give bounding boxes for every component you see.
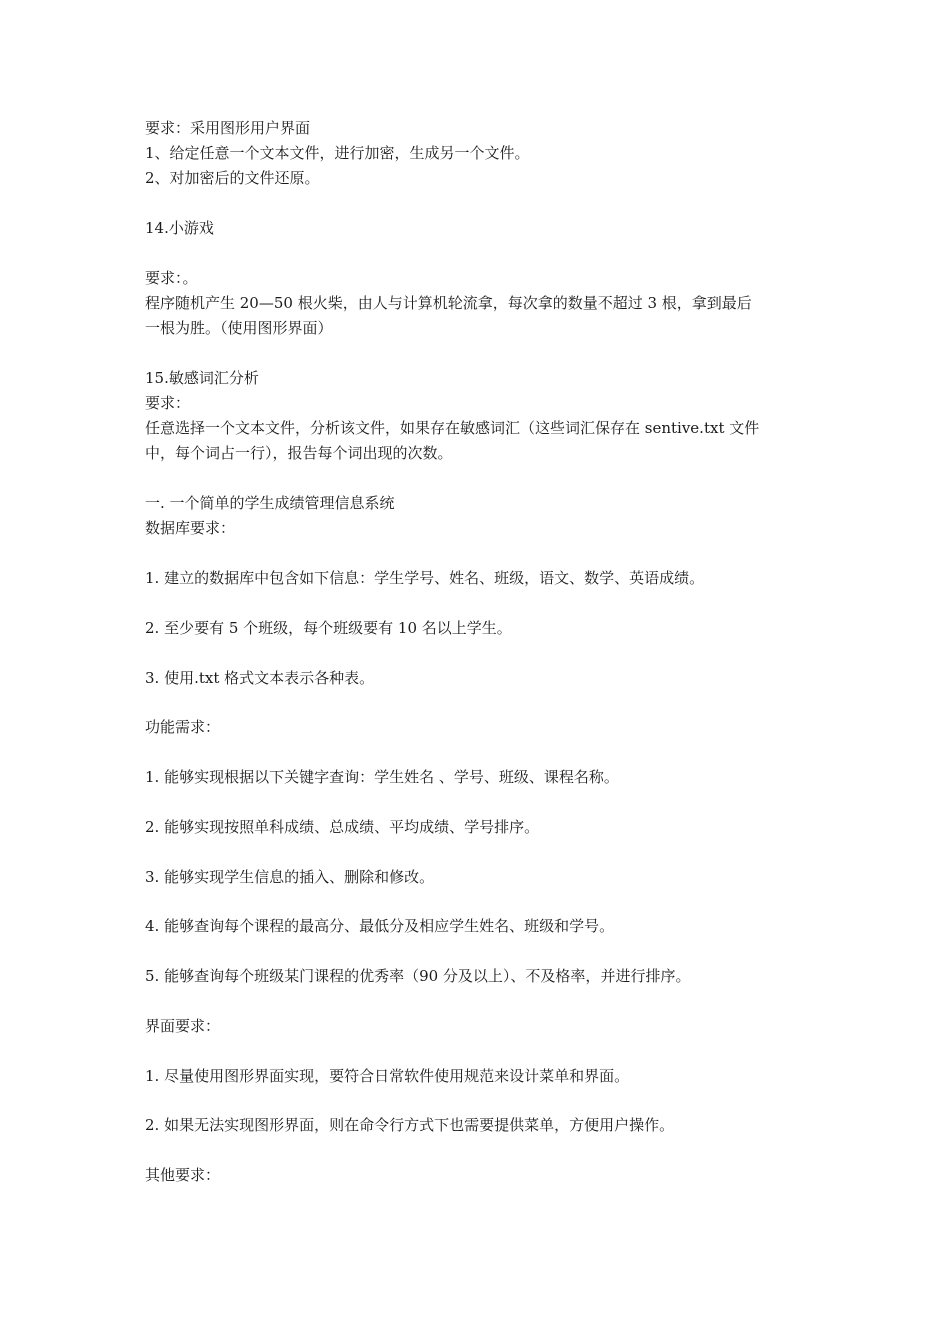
game-description-line-1: 程序随机产生 20—50 根火柴，由人与计算机轮流拿，每次拿的数量不超过 3 根，拿到最后 bbox=[145, 294, 752, 312]
sensitive-description-line-2: 中，每个词占一行），报告每个词出现的次数。 bbox=[145, 444, 453, 462]
other-requirements-heading: 其他要求： bbox=[145, 1166, 221, 1184]
sensitive-description-line-1: 任意选择一个文本文件，分析该文件，如果存在敏感词汇（这些词汇保存在 sentive.txt 文件 bbox=[145, 419, 760, 437]
function-item-1: 1. 能够实现根据以下关键字查询：学生姓名 、学号、班级、课程名称。 bbox=[145, 768, 619, 786]
requirement-gui-line: 要求：采用图形用户界面 bbox=[145, 119, 311, 137]
function-item-4: 4. 能够查询每个课程的最高分、最低分及相应学生姓名、班级和学号。 bbox=[145, 917, 615, 935]
database-item-3: 3. 使用.txt 格式文本表示各种表。 bbox=[145, 669, 375, 687]
database-item-1: 1. 建立的数据库中包含如下信息：学生学号、姓名、班级，语文、数学、英语成绩。 bbox=[145, 569, 705, 587]
function-item-2: 2. 能够实现按照单科成绩、总成绩、平均成绩、学号排序。 bbox=[145, 818, 540, 836]
section-heading-grade-system: 一. 一个简单的学生成绩管理信息系统 bbox=[145, 494, 395, 512]
game-description-line-2: 一根为胜。（使用图形界面） bbox=[145, 319, 333, 337]
function-item-3: 3. 能够实现学生信息的插入、删除和修改。 bbox=[145, 868, 435, 886]
interface-item-2: 2. 如果无法实现图形界面，则在命令行方式下也需要提供菜单，方便用户操作。 bbox=[145, 1116, 675, 1134]
function-item-5: 5. 能够查询每个班级某门课程的优秀率（90 分及以上）、不及格率，并进行排序。 bbox=[145, 967, 691, 985]
game-requirement-label: 要求：。 bbox=[145, 269, 198, 287]
encrypt-item-1: 1、给定任意一个文本文件，进行加密，生成另一个文件。 bbox=[145, 144, 530, 162]
database-item-2: 2. 至少要有 5 个班级，每个班级要有 10 名以上学生。 bbox=[145, 619, 512, 637]
interface-requirements-heading: 界面要求： bbox=[145, 1017, 221, 1035]
interface-item-1: 1. 尽量使用图形界面实现，要符合日常软件使用规范来设计菜单和界面。 bbox=[145, 1067, 630, 1085]
database-requirements-heading: 数据库要求： bbox=[145, 519, 236, 537]
section-heading-game: 14.小游戏 bbox=[145, 219, 214, 237]
section-heading-sensitive-words: 15.敏感词汇分析 bbox=[145, 369, 259, 387]
sensitive-requirement-label: 要求： bbox=[145, 394, 191, 412]
function-requirements-heading: 功能需求： bbox=[145, 718, 221, 736]
encrypt-item-2: 2、对加密后的文件还原。 bbox=[145, 169, 320, 187]
